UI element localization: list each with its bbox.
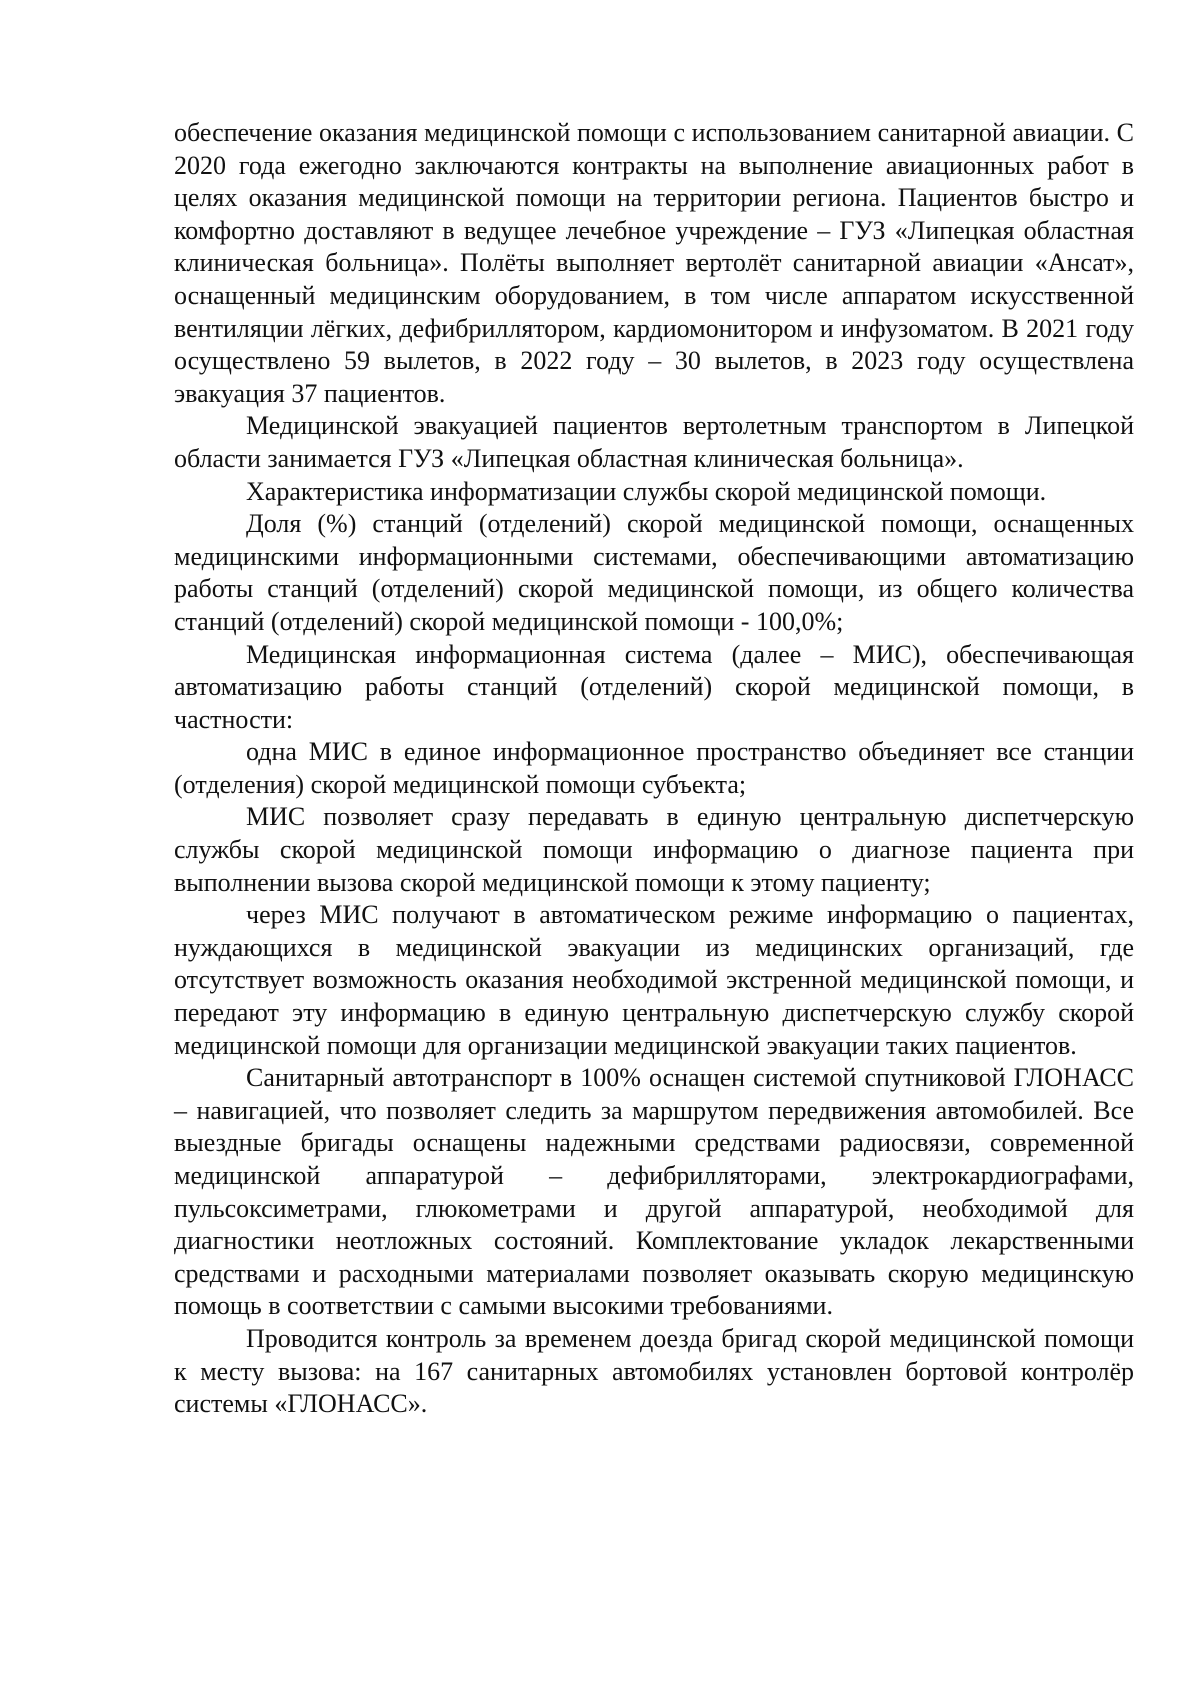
paragraph-helicopter-evacuation: Медицинской эвакуацией пациентов вертолетным транспортом в Липецкой области занимается ГУЗ «Липецкая областная клиническая больница». xyxy=(174,411,1134,473)
paragraph-air-ambulance: обеспечение оказания медицинской помощи с использованием санитарной авиации. С 2020 года ежегодно заключаются контракты на выполнение авиационных работ в целях оказания медицинской помощи на территории региона. Пациентов быстро и комфортно доставляют в ведущее лечебное учреждение – ГУЗ «Липецкая областная клиническая больница». Полёты выполняет вертолёт санитарной авиации «Ансат», оснащенный медицинским оборудованием, в том числе аппаратом искусственной вентиляции лёгких, дефибриллятором, кардиомонитором и инфузоматом. В 2021 году осуществлено 59 вылетов, в 2022 году – 30 вылетов, в 2023 году осуществлена эвакуация 37 пациентов. xyxy=(174,118,1134,408)
paragraph-mis-definition: Медицинская информационная система (далее – МИС), обеспечивающая автоматизацию работы станций (отделений) скорой медицинской помощи, в частности: xyxy=(174,639,1134,734)
paragraph-mis-diagnosis-transfer: МИС позволяет сразу передавать в единую центральную диспетчерскую службы скорой медицинской помощи информацию о диагнозе пациента при выполнении вызова скорой медицинской помощи к этому пациенту; xyxy=(174,802,1134,897)
paragraph-glonass-vehicles: Санитарный автотранспорт в 100% оснащен системой спутниковой ГЛОНАСС – навигацией, что позволяет следить за маршрутом передвижения автомобилей. Все выездные бригады оснащены надежными средствами радиосвязи, современной медицинской аппаратурой – дефибрилляторами, электрокардиографами, пульсоксиметрами, глюкометрами и другой аппаратурой, необходимой для диагностики неотложных состояний. Комплектование укладок лекарственными средствами и расходными материалами позволяет оказывать скорую медицинскую помощь в соответствии с самыми высокими требованиями. xyxy=(174,1063,1134,1321)
document-body xyxy=(174,117,1134,1421)
paragraph-arrival-time-control: Проводится контроль за временем доезда бригад скорой медицинской помощи к месту вызова: на 167 санитарных автомобилях установлен бортовой контролёр системы «ГЛОНАСС». xyxy=(174,1323,1134,1419)
paragraph-mis-single-space: одна МИС в единое информационное пространство объединяет все станции (отделения) скорой медицинской помощи субъекта; xyxy=(174,737,1134,799)
paragraph-mis-share: Доля (%) станций (отделений) скорой медицинской помощи, оснащенных медицинскими информационными системами, обеспечивающими автоматизацию работы станций (отделений) скорой медицинской помощи, из общего количества станций (отделений) скорой медицинской помощи - 100,0%; xyxy=(174,509,1134,636)
paragraph-mis-evacuation-info: через МИС получают в автоматическом режиме информацию о пациентах, нуждающихся в медицинской эвакуации из медицинских организаций, где отсутствует возможность оказания необходимой экстренной медицинской помощи, и передают эту информацию в единую центральную диспетчерскую службу скорой медицинской помощи для организации медицинской эвакуации таких пациентов. xyxy=(174,900,1134,1060)
paragraph-informatization-heading: Характеристика информатизации службы скорой медицинской помощи. xyxy=(246,476,1047,506)
